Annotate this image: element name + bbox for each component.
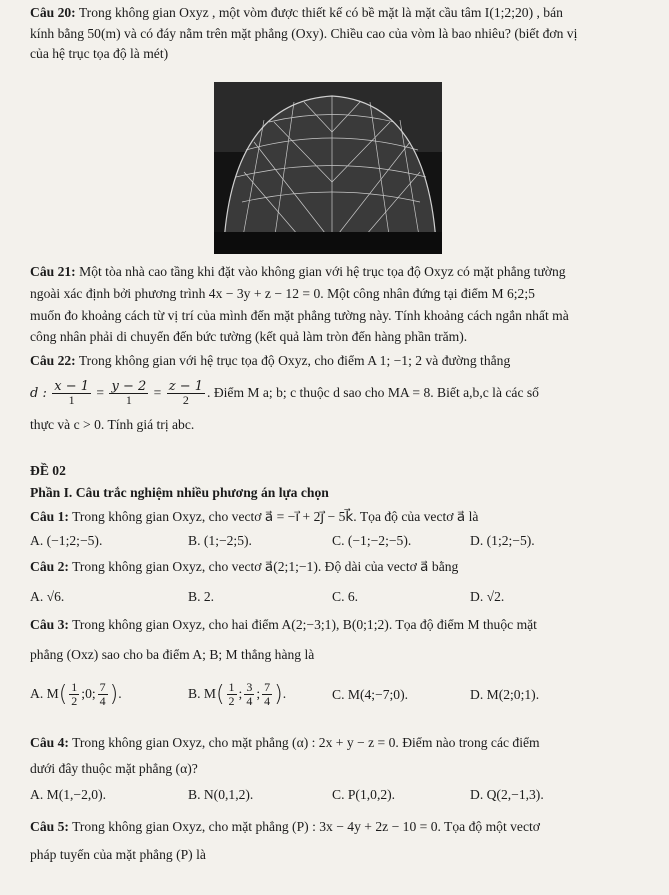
c3-b-n3: 7	[264, 680, 271, 695]
c4-option-b: B. N(0,1,2).	[188, 787, 254, 802]
q20-line-2: kính bằng 50(m) và có đáy nằm trên mặt phẳng (Oxy). Chiều cao của vòm là bao nhiêu? (biết đơn vị	[30, 26, 578, 41]
q22-f3-num: z − 1	[168, 379, 204, 395]
q21-line-3: muốn đo khoảng cách từ vị trí của mình đến mặt phẳng tường này. Tính khoảng cách ngắn nhất mà	[30, 308, 569, 323]
c2-option-a: A. √6.	[30, 589, 65, 604]
c3-b-prefix: B. M	[188, 686, 216, 701]
q22-fraction-x	[52, 380, 91, 407]
c3-a-frac-1	[69, 681, 79, 708]
c1-option-d: D. (1;2;−5).	[470, 533, 535, 548]
c3-option-d: D. M(2;0;1).	[470, 687, 540, 702]
c3-b-sep-1: ;	[238, 686, 243, 701]
c3-a-n2: 7	[99, 680, 106, 695]
c3-a-prefix: A. M	[30, 686, 59, 701]
c3-b-frac-1	[227, 681, 237, 708]
c2-line-1	[30, 558, 458, 575]
c2-option-b: B. 2.	[188, 589, 215, 604]
c3-option-b	[188, 674, 286, 715]
c2-text: Trong không gian Oxyz, cho vectơ a⃗(2;1;−1). Độ dài của vectơ a⃗ bằng	[72, 559, 459, 574]
q22-line-3: thực và c > 0. Tính giá trị abc.	[30, 417, 195, 432]
q22-f2-den: 1	[125, 393, 132, 408]
exam-title: ĐỀ 02	[30, 463, 66, 478]
c3-b-d2: 4	[246, 694, 253, 709]
c4-option-d: D. Q(2,−1,3).	[470, 787, 544, 802]
c1-option-b: B. (1;−2;5).	[188, 533, 252, 548]
c4-text-1: Trong không gian Oxyz, cho mặt phẳng (α) : 2x + y − z = 0. Điểm nào trong các điểm	[72, 735, 540, 750]
c3-a-d2: 4	[99, 694, 106, 709]
c1-label: Câu 1:	[30, 509, 69, 524]
q21-label: Câu 21:	[30, 264, 76, 279]
c3-option-a	[30, 674, 122, 715]
c3-b-n1: 1	[228, 680, 235, 695]
q22-text-2: . Điểm M a; b; c thuộc d sao cho MA = 8. Biết a,b,c là các số	[207, 385, 539, 400]
q21-line-1	[30, 263, 566, 280]
c3-text-1: Trong không gian Oxyz, cho hai điểm A(2;−3;1), B(0;1;2). Tọa độ điểm M thuộc mặt	[72, 617, 537, 632]
c3-b-n2: 3	[246, 680, 253, 695]
q20-line-1	[30, 4, 563, 21]
q20-line-3: của hệ trục tọa độ là mét)	[30, 46, 169, 61]
q21-text-1: Một tòa nhà cao tầng khi đặt vào không gian với hệ trục tọa độ Oxyz có mặt phẳng tường	[79, 264, 566, 279]
c1-line-1	[30, 508, 478, 525]
c4-label: Câu 4:	[30, 735, 69, 750]
c3-b-paren-close: )	[274, 681, 283, 707]
c3-label: Câu 3:	[30, 617, 69, 632]
c2-label: Câu 2:	[30, 559, 69, 574]
q22-line-1	[30, 352, 510, 369]
q22-f1-num: x − 1	[54, 379, 90, 395]
c3-b-paren-open: (	[215, 681, 225, 707]
c3-a-n1: 1	[71, 680, 78, 695]
c5-line-2: pháp tuyến của mặt phẳng (P) là	[30, 847, 206, 862]
c3-line-2: phẳng (Oxz) sao cho ba điểm A; B; M thẳng hàng là	[30, 647, 315, 662]
q22-d-prefix: d :	[30, 386, 47, 401]
q20-label: Câu 20:	[30, 5, 76, 20]
q21-line-4: công nhân phải di chuyển đến bức tường (kết quả làm tròn đến hàng phần trăm).	[30, 329, 468, 344]
c2-option-d: D. √2.	[470, 589, 505, 604]
q22-f2-num: y − 2	[111, 379, 147, 395]
q22-label: Câu 22:	[30, 353, 76, 368]
c5-line-1	[30, 818, 540, 835]
c3-b-frac-3	[262, 681, 272, 708]
c1-option-a: A. (−1;2;−5).	[30, 533, 103, 548]
c3-line-1	[30, 616, 537, 633]
c3-a-frac-2	[98, 681, 108, 708]
part-1-title: Phần I. Câu trắc nghiệm nhiều phương án lựa chọn	[30, 485, 329, 500]
q22-fraction-y	[109, 380, 148, 407]
q22-fraction-z	[167, 380, 205, 407]
c4-option-c: C. P(1,0,2).	[332, 787, 396, 802]
q21-line-2: ngoài xác định bởi phương trình 4x − 3y + z − 12 = 0. Một công nhân đứng tại điểm M 6;2;5	[30, 286, 535, 301]
c5-text-1: Trong không gian Oxyz, cho mặt phẳng (P) : 3x − 4y + 2z − 10 = 0. Tọa độ một vectơ	[72, 819, 540, 834]
c4-option-a: A. M(1,−2,0).	[30, 787, 107, 802]
q20-text-1: Trong không gian Oxyz , một vòm được thiết kế có bề mặt là mặt cầu tâm I(1;2;20) , bán	[78, 5, 563, 20]
c3-b-d3: 4	[264, 694, 271, 709]
c1-text: Trong không gian Oxyz, cho vectơ a⃗ = −i⃗ + 2j⃗ − 5k⃗. Tọa độ của vectơ a⃗ là	[72, 509, 479, 524]
c5-label: Câu 5:	[30, 819, 69, 834]
c3-b-frac-2	[244, 681, 254, 708]
c3-a-d1: 2	[71, 694, 78, 709]
dome-image	[214, 82, 442, 254]
c3-a-post: .	[118, 686, 122, 701]
c1-option-c: C. (−1;−2;−5).	[332, 533, 412, 548]
q22-f1-den: 1	[68, 393, 75, 408]
c3-b-sep-2: ;	[256, 686, 261, 701]
c3-a-sep: ;0;	[81, 686, 96, 701]
c3-option-c: C. M(4;−7;0).	[332, 687, 409, 702]
q22-line-2: d : $\frac{x - 1}{1}$ = $\frac{y - 2}{1}$ = $\frac{z - 1}{2}$ . Điểm M a; b; c thuộc d sao cho MA = 8. Biết a,b,c là các số	[30, 379, 539, 408]
c2-option-c: C. 6.	[332, 589, 359, 604]
c3-b-post: .	[282, 686, 287, 701]
geodesic-dome-photo	[214, 82, 442, 254]
q22-text-1: Trong không gian với hệ trục tọa độ Oxyz, cho điểm A 1; −1; 2 và đường thẳng	[78, 353, 511, 368]
c3-a-paren-open: (	[58, 681, 68, 707]
c3-a-paren-close: )	[109, 681, 119, 707]
q22-f3-den: 2	[182, 393, 189, 408]
c3-b-d1: 2	[228, 694, 235, 709]
c4-line-2: dưới đây thuộc mặt phẳng (α)?	[30, 761, 198, 776]
c4-line-1	[30, 734, 540, 751]
